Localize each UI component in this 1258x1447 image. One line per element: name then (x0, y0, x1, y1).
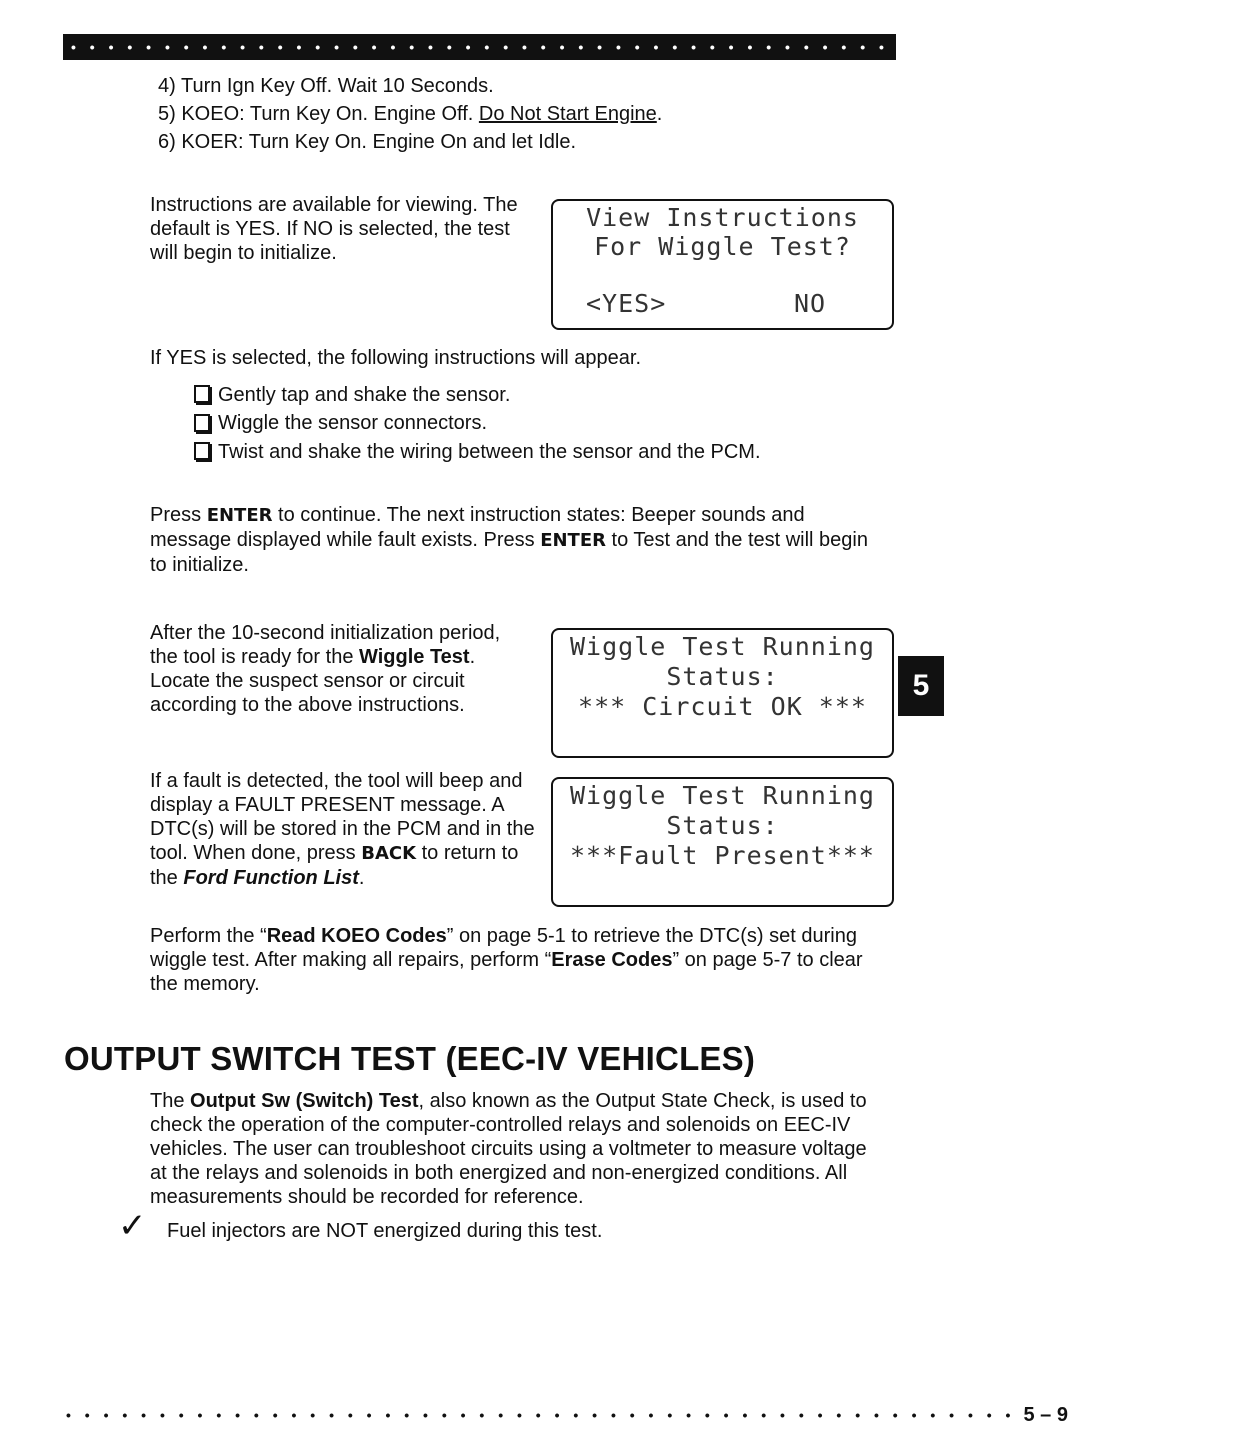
footer-dot-leader: • • • • • • • • • • • • • • • • • • • • • • • • • • • • • • • • • • • • • • • • • • • • • • • • • • • (66, 1407, 1016, 1423)
checkbox-icon (194, 414, 210, 432)
checkbox-icon (194, 385, 210, 403)
press-enter-paragraph: Press ENTER to continue. The next instruction states: Beeper sounds and message displayed while fault exists. Press ENTER to Test and the test will begin to initialize. (150, 504, 868, 576)
step-item: 6) KOER: Turn Key On. Engine On and let Idle. (158, 131, 576, 153)
lcd-circuit-ok (551, 628, 894, 758)
header-title: Ford Historic Diagnostics (1026, 36, 1246, 57)
lcd-view-instructions (551, 199, 894, 330)
note-text: Fuel injectors are NOT energized during this test. (167, 1220, 603, 1242)
header-dot-leader: • • • • • • • • • • • • • • • • • • • • • • • • • • • • • • • • • • • • • • • • • • • • • • • • • • • (71, 39, 1021, 55)
instructions-paragraph: Instructions are available for viewing. The default is YES. If NO is selected, the test will begin to initialize. (150, 194, 518, 264)
lcd-line: ***Fault Present*** (570, 841, 875, 870)
enter-key-label: ENTER (206, 505, 273, 526)
checklist-item: Twist and shake the wiring between the sensor and the PCM. (190, 438, 890, 467)
instruction-checklist (190, 381, 890, 467)
fault-paragraph: If a fault is detected, the tool will beep and display a FAULT PRESENT message. A DTC(s) will be stored in the PCM and in the tool. When done, press BACK to return to the Ford Function List. (150, 770, 535, 889)
enter-key-label: ENTER (540, 530, 606, 551)
emphasis-underline: Do Not Start Engine (478, 103, 657, 125)
checklist-item: Gently tap and shake the sensor. (190, 381, 890, 410)
step-item: 5) KOEO: Turn Key On. Engine Off. Do Not Start Engine. (158, 103, 663, 125)
lcd-no-option[interactable]: NO (794, 289, 827, 318)
lcd-line: View Instructions (586, 203, 859, 232)
checklist-item: Wiggle the sensor connectors. (190, 410, 890, 439)
perform-paragraph: Perform the “Read KOEO Codes” on page 5-1 to retrieve the DTC(s) set during wiggle test. After making all repairs, perform “Erase Codes” on page 5-7 to clear the memory. (150, 925, 863, 995)
section-title: OUTPUT SWITCH TEST (EEC-IV VEHICLES) (64, 1040, 756, 1077)
lcd-line: For Wiggle Test? (594, 232, 851, 261)
chapter-tab: 5 (898, 656, 944, 716)
lcd-fault-present (551, 777, 894, 907)
lcd-line: Wiggle Test Running (570, 781, 875, 810)
if-yes-text: If YES is selected, the following instructions will appear. (150, 347, 641, 369)
lcd-line: Status: (666, 662, 779, 691)
after-init-paragraph: After the 10-second initialization period, the tool is ready for the Wiggle Test. Locate the suspect sensor or circuit according to the above instructions. (150, 622, 501, 716)
lcd-yes-option[interactable]: <YES> (586, 289, 667, 318)
page-number: 5 – 9 (1023, 1403, 1068, 1426)
back-key-label: BACK (361, 843, 417, 864)
page-footer (66, 1402, 1068, 1428)
lcd-line: *** Circuit OK *** (578, 692, 867, 721)
output-switch-paragraph: The Output Sw (Switch) Test, also known as the Output State Check, is used to check the operation of the computer-controlled relays and solenoids on EEC-IV vehicles. The user can troubleshoot circuits using a voltmeter to measure voltage at the relays and solenoids in both energized and non-energized conditions. All measurements should be recorded for reference. (150, 1090, 867, 1208)
check-icon: ✓ (118, 1207, 147, 1245)
lcd-line: Wiggle Test Running (570, 632, 875, 661)
checkbox-icon (194, 442, 210, 460)
page-header (63, 34, 1246, 60)
step-list (158, 72, 858, 156)
lcd-line: Status: (666, 811, 779, 840)
step-item: 4) Turn Ign Key Off. Wait 10 Seconds. (158, 75, 494, 97)
